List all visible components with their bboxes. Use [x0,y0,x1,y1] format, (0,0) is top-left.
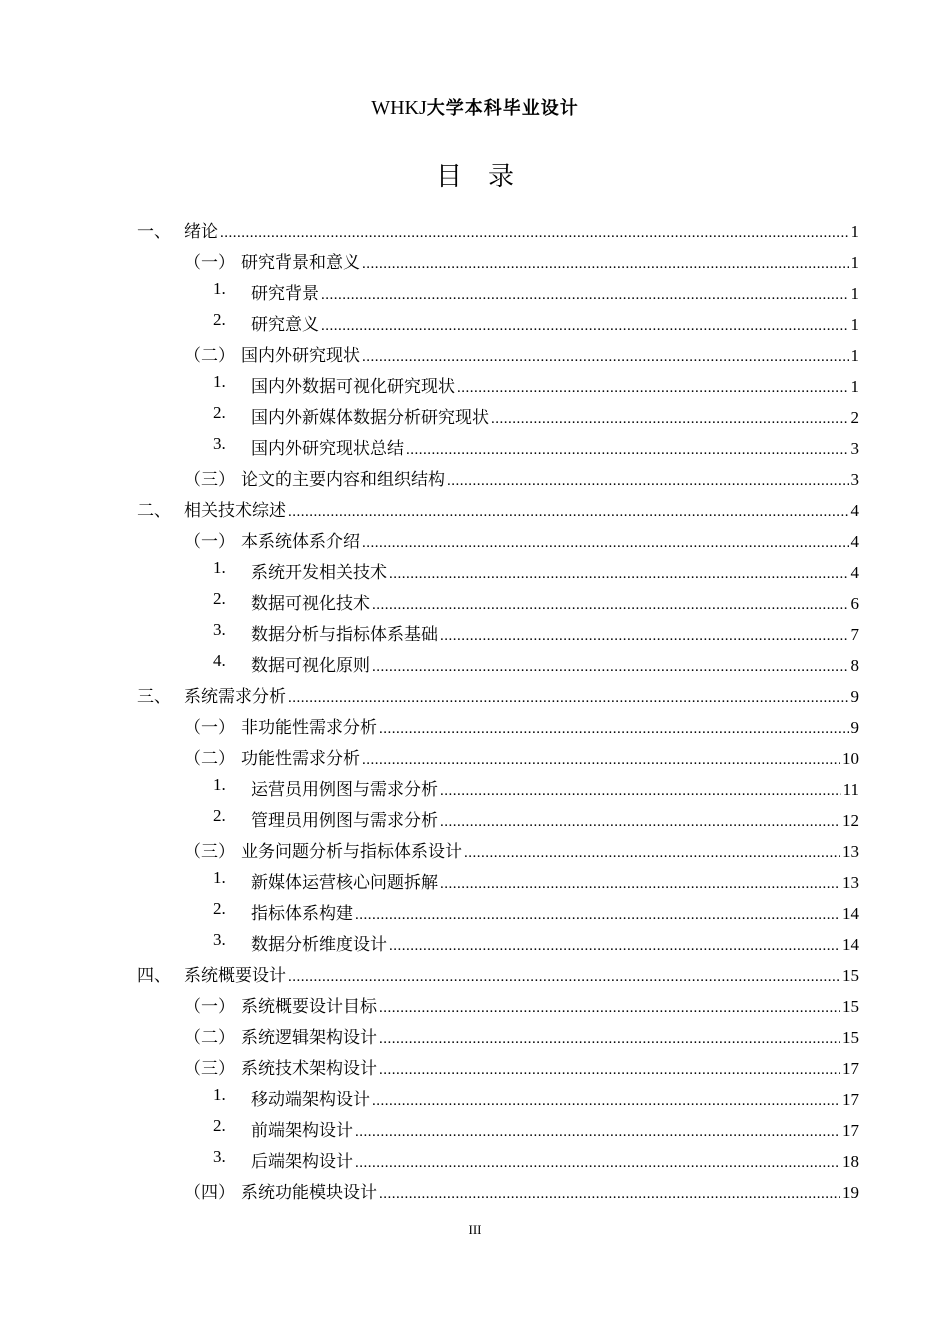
toc-entry-number: （一） [184,718,235,738]
toc-entry[interactable] [0,802,950,833]
toc-entry-page: 13 [842,873,859,892]
toc-entry[interactable] [0,368,950,399]
toc-entry-number: （三） [184,470,235,490]
toc-entry-title: 数据分析与指标体系基础 [251,625,438,645]
toc-entry-line [241,1023,859,1048]
toc-entry-number: 2. [213,403,226,422]
toc-entry-page: 15 [842,1028,859,1047]
toc-entry[interactable] [0,771,950,802]
toc-entry-number: 2. [213,310,226,329]
toc-entry-number: （一） [184,253,235,273]
toc-entry-title: 论文的主要内容和组织结构 [241,470,445,490]
toc-entry-page: 14 [842,904,859,923]
toc-entry[interactable] [0,337,950,368]
toc-entry-title: 系统概要设计目标 [241,997,377,1017]
toc-entry[interactable] [0,678,950,709]
toc-entry[interactable] [0,554,950,585]
toc-entry-title: 前端架构设计 [251,1121,353,1141]
toc-entry-page: 4 [850,563,859,582]
dot-leader [379,1000,840,1017]
toc-entry-line [251,310,859,335]
dot-leader [372,659,849,676]
toc-entry-line [241,744,859,769]
toc-entry[interactable] [0,1143,950,1174]
dot-leader [379,1186,840,1203]
dot-leader [220,225,849,242]
dot-leader [362,535,849,552]
toc-entry-line [251,899,859,924]
toc-entry[interactable] [0,430,950,461]
toc-entry[interactable] [0,647,950,678]
toc-entry-line [251,372,859,397]
toc-entry[interactable] [0,275,950,306]
toc-entry-line [241,465,859,490]
toc-entry-line [251,589,859,614]
toc-entry-title: 指标体系构建 [251,904,353,924]
toc-entry-number: （三） [184,1059,235,1079]
toc-entry[interactable] [0,399,950,430]
toc-entry-title: 国内外研究现状 [241,346,360,366]
dot-leader [321,318,849,335]
dot-leader [288,969,840,986]
toc-entry-number: 1. [213,558,226,577]
toc-entry-page: 15 [842,966,859,985]
toc-entry-line [184,496,859,521]
dot-leader [491,411,849,428]
dot-leader [379,721,849,738]
toc-entry-number: 2. [213,806,226,825]
toc-entry-title: 系统逻辑架构设计 [241,1028,377,1048]
toc-title: 目录 [435,162,540,192]
toc-entry-line [251,1116,859,1141]
toc-entry-number: （二） [184,1028,235,1048]
toc-entry-line [251,279,859,304]
dot-leader [440,876,840,893]
dot-leader [288,690,849,707]
running-header [0,94,950,120]
toc-entry-title: 绪论 [184,222,218,242]
toc-entry-number: 1. [213,775,226,794]
toc-entry-number: 4. [213,651,226,670]
toc-entry-title: 数据分析维度设计 [251,935,387,955]
toc-entry-line [241,713,859,738]
toc-entry-number: 二、 [137,501,171,521]
toc-entry-number: 1. [213,372,226,391]
toc-entry-page: 9 [850,718,859,737]
dot-leader [355,907,840,924]
dot-leader [447,473,849,490]
dot-leader [355,1124,840,1141]
toc-entry-page: 9 [850,687,859,706]
toc-entry[interactable] [0,461,950,492]
toc-entry-page: 17 [842,1059,859,1078]
toc-entry-page: 18 [842,1152,859,1171]
toc-entry-title: 后端架构设计 [251,1152,353,1172]
toc-entry-page: 7 [850,625,859,644]
toc-entry-number: 2. [213,589,226,608]
toc-entry-line [251,403,859,428]
toc-entry-line [184,682,859,707]
toc-entry-title: 数据可视化技术 [251,594,370,614]
toc-entry-number: 一、 [137,222,171,242]
toc-entry-number: （二） [184,749,235,769]
toc-entry-page: 1 [850,222,859,241]
dot-leader [362,256,849,273]
toc-entry[interactable] [0,740,950,771]
toc-entry-page: 1 [850,284,859,303]
toc-entry-title: 相关技术综述 [184,501,286,521]
dot-leader [457,380,849,397]
toc-entry-number: （一） [184,532,235,552]
toc-entry[interactable] [0,306,950,337]
toc-entry[interactable] [0,1081,950,1112]
dot-leader [288,504,849,521]
toc-entry-page: 14 [842,935,859,954]
toc-entry-title: 系统概要设计 [184,966,286,986]
toc-entry-title: 移动端架构设计 [251,1090,370,1110]
dot-leader [355,1155,840,1172]
toc-entry-page: 4 [850,532,859,551]
toc-entry-page: 2 [850,408,859,427]
toc-entry-number: 2. [213,1116,226,1135]
toc-entry-page: 3 [850,439,859,458]
toc-entry-page: 1 [850,377,859,396]
toc-entry[interactable] [0,833,950,864]
toc-entry-page: 8 [850,656,859,675]
toc-entry-line [251,620,859,645]
toc-entry-line [251,558,859,583]
toc-entry-line [251,1147,859,1172]
toc-entry-title: 系统需求分析 [184,687,286,707]
table-of-contents [0,213,950,1205]
toc-entry-number: 三、 [137,687,171,707]
toc-entry-page: 19 [842,1183,859,1202]
toc-entry-line [251,930,859,955]
toc-entry-page: 6 [850,594,859,613]
toc-entry-number: 3. [213,930,226,949]
toc-entry-page: 13 [842,842,859,861]
toc-entry-title: 功能性需求分析 [241,749,360,769]
dot-leader [440,814,840,831]
toc-entry-title: 国内外数据可视化研究现状 [251,377,455,397]
toc-entry[interactable] [0,709,950,740]
toc-entry-title: 业务问题分析与指标体系设计 [241,842,462,862]
toc-entry-line [251,651,859,676]
toc-entry-title: 系统开发相关技术 [251,563,387,583]
toc-entry-line [241,527,859,552]
toc-entry-page: 17 [842,1090,859,1109]
toc-entry-page: 1 [850,346,859,365]
toc-entry-title: 管理员用例图与需求分析 [251,811,438,831]
toc-entry-title: 本系统体系介绍 [241,532,360,552]
toc-entry-number: 四、 [137,966,171,986]
toc-entry-number: 2. [213,899,226,918]
toc-entry-title: 研究意义 [251,315,319,335]
toc-entry[interactable] [0,1050,950,1081]
toc-entry[interactable] [0,585,950,616]
toc-entry-number: 3. [213,1147,226,1166]
toc-entry[interactable] [0,1019,950,1050]
dot-leader [372,597,849,614]
toc-entry-number: （二） [184,346,235,366]
toc-entry-page: 11 [842,780,859,799]
toc-entry[interactable] [0,926,950,957]
header-thesis-type: 大学本科毕业设计 [426,98,579,119]
toc-entry-title: 研究背景 [251,284,319,304]
dot-leader [362,752,840,769]
dot-leader [406,442,849,459]
toc-entry[interactable] [0,1112,950,1143]
toc-entry[interactable] [0,957,950,988]
toc-entry[interactable] [0,213,950,244]
toc-entry-line [184,217,859,242]
toc-entry-page: 10 [842,749,859,768]
toc-entry-title: 新媒体运营核心问题拆解 [251,873,438,893]
header-school-code: WHKJ [371,97,427,119]
toc-entry-title: 系统技术架构设计 [241,1059,377,1079]
toc-entry-title: 系统功能模块设计 [241,1183,377,1203]
toc-entry-page: 1 [850,253,859,272]
toc-entry-number: 3. [213,620,226,639]
dot-leader [440,783,841,800]
dot-leader [362,349,849,366]
toc-entry-page: 17 [842,1121,859,1140]
toc-entry[interactable] [0,523,950,554]
toc-entry-number: （四） [184,1183,235,1203]
dot-leader [389,938,840,955]
toc-entry-number: 1. [213,279,226,298]
toc-entry-title: 运营员用例图与需求分析 [251,780,438,800]
toc-entry-number: 1. [213,1085,226,1104]
dot-leader [321,287,849,304]
toc-entry-title: 数据可视化原则 [251,656,370,676]
toc-entry-line [241,1054,859,1079]
toc-entry[interactable] [0,492,950,523]
toc-entry-line [251,1085,859,1110]
toc-entry-line [241,837,859,862]
toc-entry-number: 1. [213,868,226,887]
dot-leader [379,1031,840,1048]
toc-entry-line [251,775,859,800]
toc-entry-line [251,806,859,831]
toc-entry-title: 研究背景和意义 [241,253,360,273]
toc-entry-title: 国内外新媒体数据分析研究现状 [251,408,489,428]
toc-entry-number: （一） [184,997,235,1017]
page-number: III [468,1222,482,1237]
toc-entry-title: 非功能性需求分析 [241,718,377,738]
dot-leader [464,845,840,862]
toc-entry-title: 国内外研究现状总结 [251,439,404,459]
toc-entry-page: 3 [850,470,859,489]
toc-entry-line [241,248,859,273]
toc-entry[interactable] [0,244,950,275]
toc-entry[interactable] [0,1174,950,1205]
toc-entry[interactable] [0,616,950,647]
dot-leader [372,1093,840,1110]
dot-leader [389,566,849,583]
toc-entry-page: 15 [842,997,859,1016]
toc-entry-number: 3. [213,434,226,453]
toc-entry-line [184,961,859,986]
toc-entry[interactable] [0,895,950,926]
toc-entry[interactable] [0,988,950,1019]
toc-entry-number: （三） [184,842,235,862]
toc-entry-line [251,868,859,893]
dot-leader [440,628,849,645]
toc-entry-page: 4 [850,501,859,520]
dot-leader [379,1062,840,1079]
toc-entry-line [251,434,859,459]
toc-entry-line [241,341,859,366]
toc-entry-line [241,1178,859,1203]
toc-entry-page: 12 [842,811,859,830]
toc-entry[interactable] [0,864,950,895]
toc-entry-page: 1 [850,315,859,334]
toc-entry-line [241,992,859,1017]
